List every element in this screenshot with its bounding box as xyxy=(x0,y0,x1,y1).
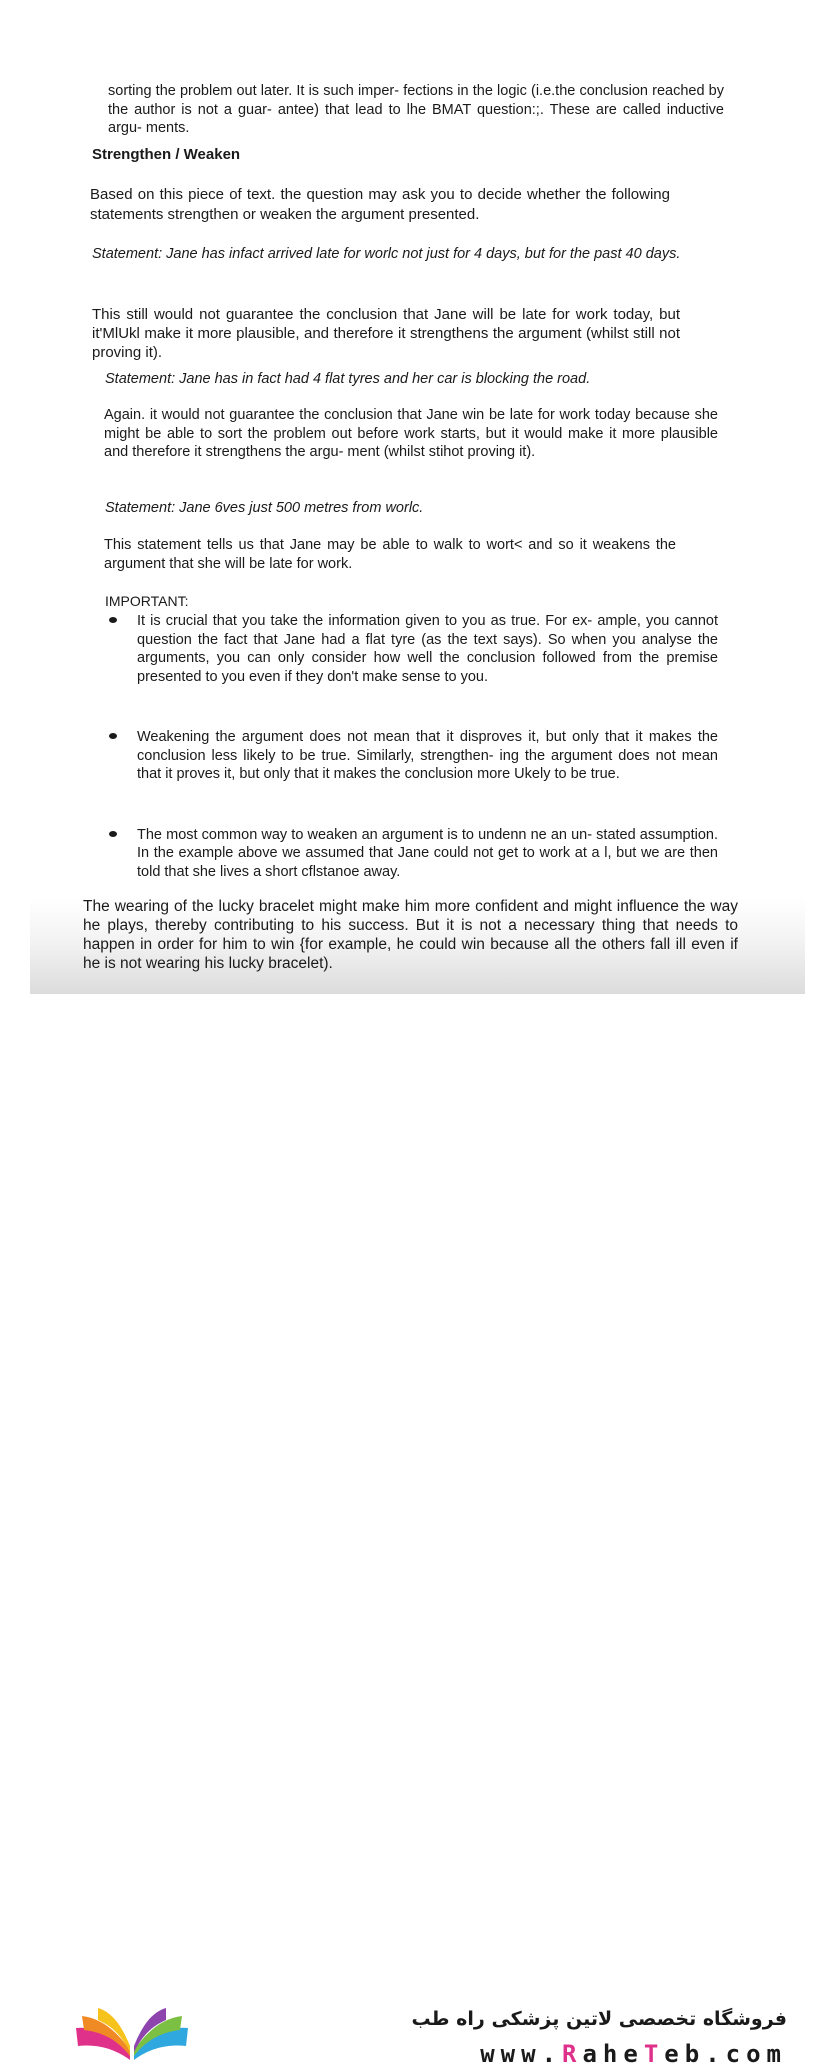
statement-1: Statement: Jane has infact arrived late for worlc not just for 4 days, but for the past 40 days. xyxy=(92,246,681,262)
website-link[interactable] xyxy=(480,2040,787,2068)
shop-name: فروشگاه تخصصی لاتین پزشکی راه طب xyxy=(411,2008,787,2030)
bullet-text: Weakening the argument does not mean that it disproves it, but only that it makes the conclusion less likely to be true. Similarly, strengthen- ing the argument does not mean that it proves it, but only that it makes the conclusion more Ukely to be true. xyxy=(137,729,718,782)
list-item xyxy=(106,612,718,686)
paragraph-2: Again. it would not guarantee the conclusion that Jane win be late for work today because she might be able to sort the problem out before work starts, but it would make it more plausible and therefore it strengthens the argu- ment (whilst stihot proving it). xyxy=(104,407,718,460)
bullet-icon xyxy=(109,831,117,837)
important-label: IMPORTANT: xyxy=(105,593,189,609)
site-suffix: .com xyxy=(705,2040,787,2068)
paragraph-3: This statement tells us that Jane may be able to walk to wort< and so it weakens the argument that she will be late for work. xyxy=(104,537,676,572)
bullet-icon xyxy=(109,617,117,623)
bracelet-paragraph: The wearing of the lucky bracelet might make him more confident and might influence the way he plays, thereby contributing to his success. But it is not a necessary thing that needs to happen in order for him to win {for example, he could win because all the others fall ill even if he is not wearing his lucky bracelet). xyxy=(83,898,738,972)
open-book-icon xyxy=(72,2004,192,2064)
important-list xyxy=(106,612,718,923)
bullet-icon xyxy=(109,733,117,739)
site-letter-r: R xyxy=(562,2040,583,2068)
paragraph-1: This still would not guarantee the conclusion that Jane will be late for work today, but it'MlUkl make it more plausible, and therefore it strengthens the argument (whilst still not proving it). xyxy=(92,306,680,361)
bullet-text: The most common way to weaken an argument is to undenn ne an un- stated assumption. In the example above we assumed that Jane could not get to work at a l, but we are then told that she lives a short cflstanoe away. xyxy=(137,826,718,880)
list-item xyxy=(106,728,718,784)
site-letter-t: T xyxy=(643,2040,665,2068)
bullet-text: It is crucial that you take the information given to you as true. For ex- ample, you cannot question the fact that Jane had a flat tyre (as the text says). So when you analyse the arguments, you can only consider how well the conclusion followed from the premise presented to you even if they don't make sense to you. xyxy=(137,613,718,685)
site-part-ahe: ahe xyxy=(582,2040,644,2068)
statement-2: Statement: Jane has in fact had 4 flat tyres and her car is blocking the road. xyxy=(105,371,591,387)
list-item xyxy=(106,826,718,882)
footer-banner xyxy=(0,994,835,2068)
statement-3: Statement: Jane 6ves just 500 metres from worlc. xyxy=(105,500,424,516)
site-prefix: www. xyxy=(480,2040,563,2068)
intro-paragraph: sorting the problem out later. It is such imper- fections in the logic (i.e.the conclusion reached by the author is not a guar- antee) that lead to lhe BMAT question:;. These are called inductive argu- ments. xyxy=(108,83,724,136)
based-paragraph: Based on this piece of text. the question may ask you to decide whether the following statements strengthen or weaken the argument presented. xyxy=(90,186,670,223)
section-heading: Strengthen / Weaken xyxy=(92,146,241,163)
site-part-eb: eb xyxy=(664,2040,706,2068)
